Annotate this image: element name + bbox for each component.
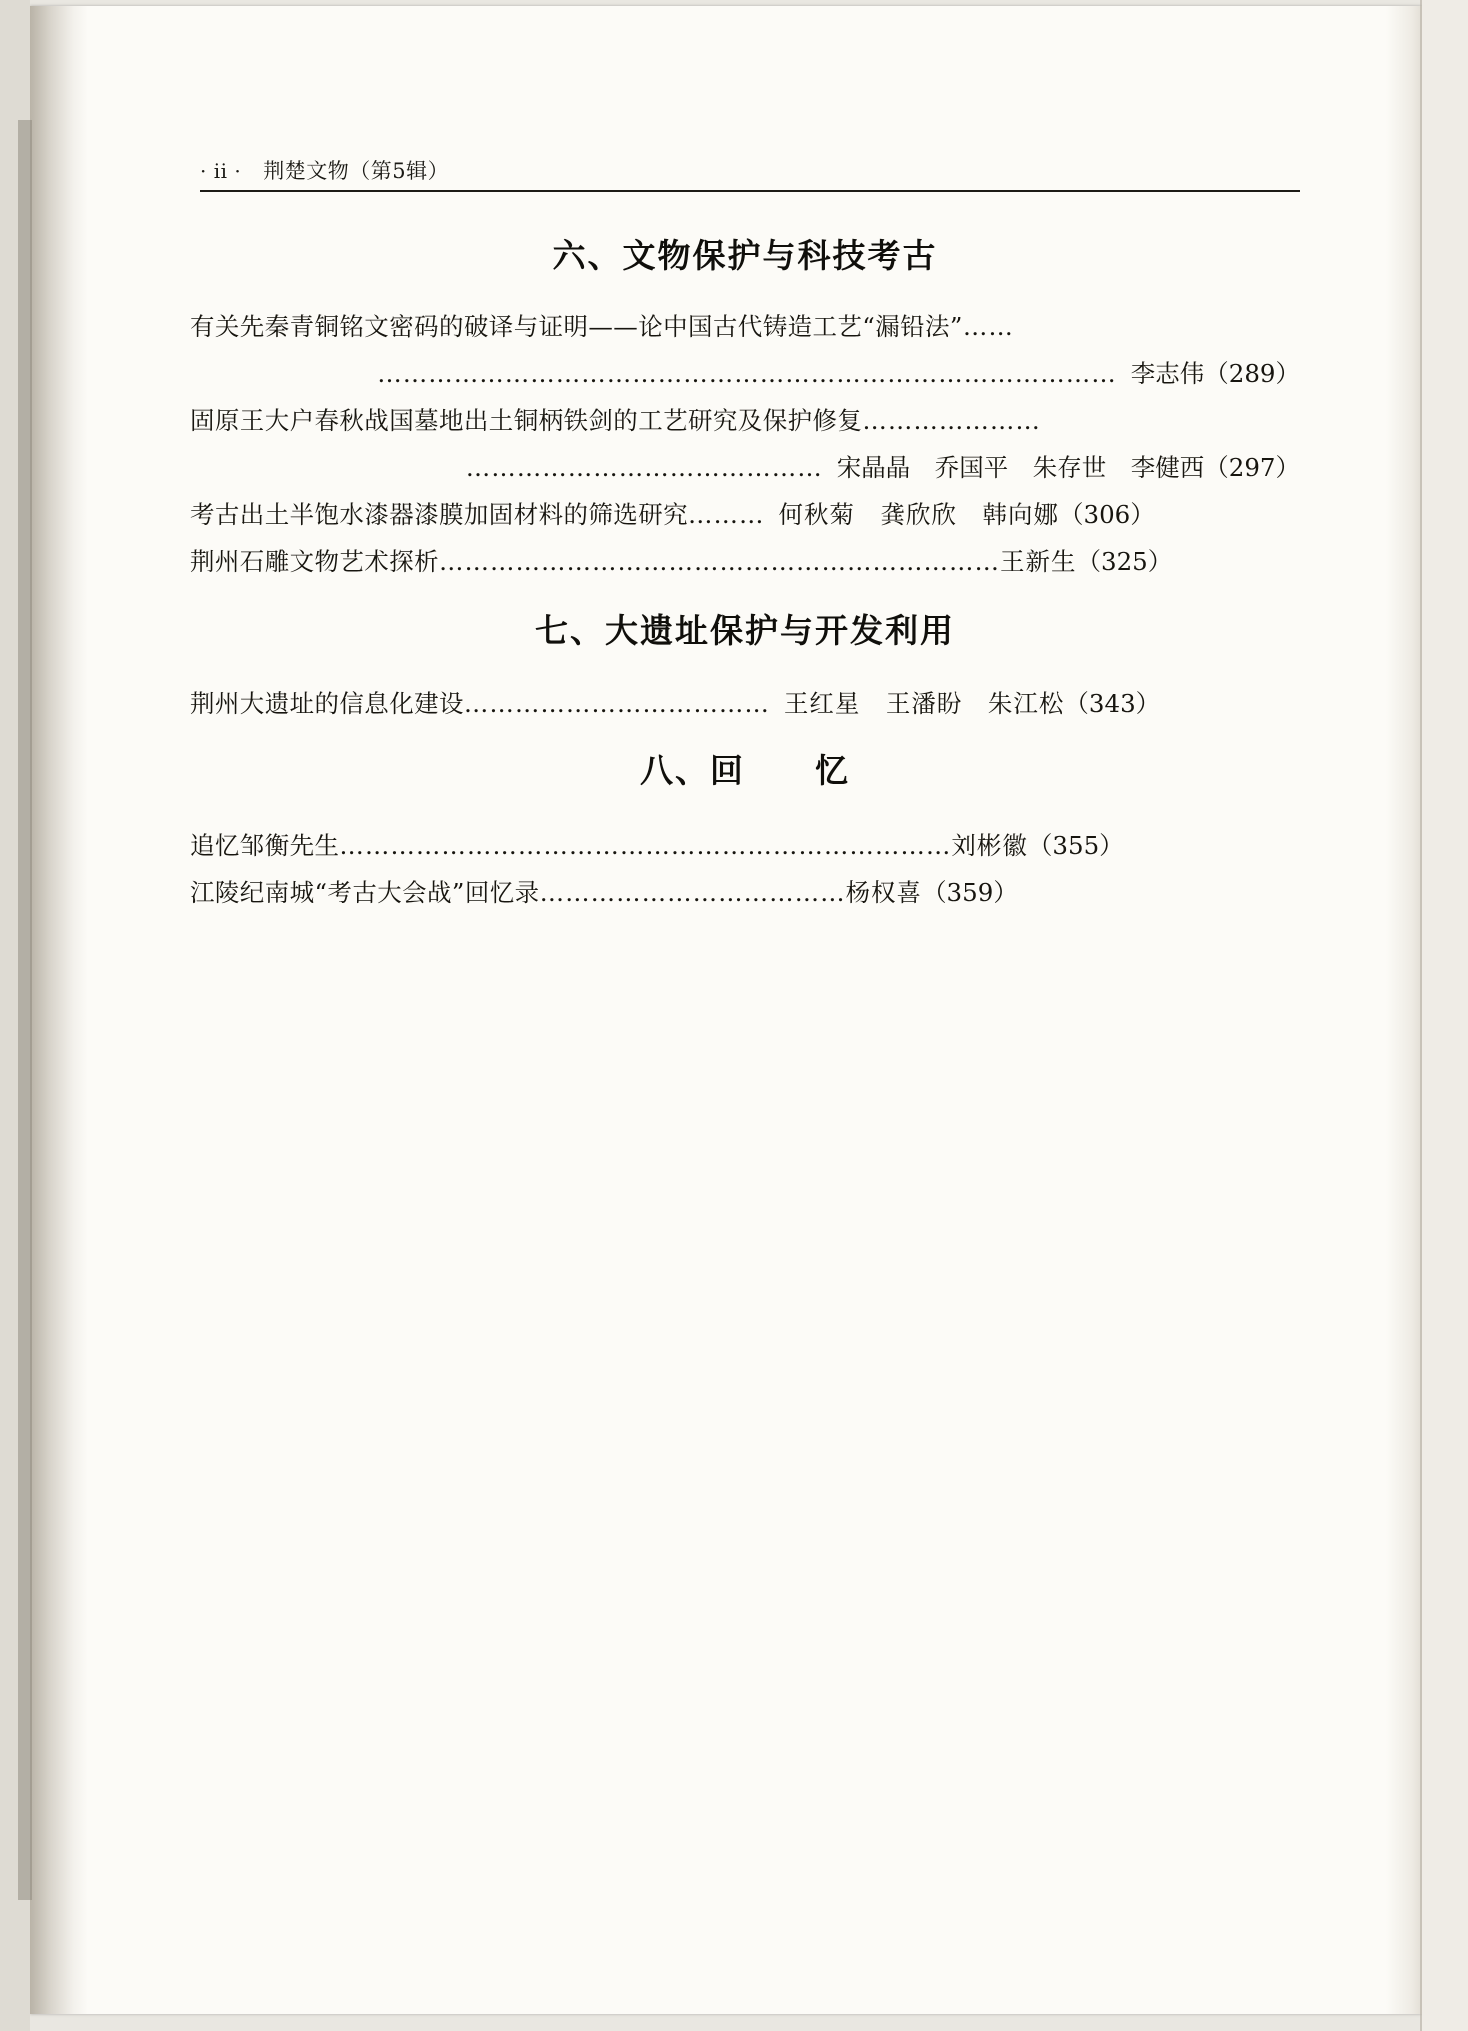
toc-leader: ……………………………… (463, 689, 770, 718)
toc-entry[interactable] (190, 680, 1300, 727)
section-heading-8: 八、回 忆 (640, 751, 850, 790)
toc-leader: ……………………………………………………………… (339, 831, 952, 860)
toc-entry-title: 江陵纪南城“考古大会战”回忆录 (190, 878, 540, 907)
toc-entry[interactable] (190, 491, 1300, 538)
toc-entry[interactable] (190, 303, 1300, 350)
toc-entry-authors: 杨权喜 (845, 878, 923, 907)
toc-entry-authors: 王红星 王潘盼 朱江松 (783, 689, 1065, 718)
section-heading-6: 六、文物保护与科技考古 (552, 236, 938, 275)
toc-entry-page: （297） (1204, 453, 1300, 482)
toc-entry-page: （355） (1027, 831, 1124, 860)
toc-entry-page: （325） (1076, 547, 1173, 576)
toc-leader: ……… (688, 500, 765, 529)
toc-entry-continuation[interactable] (190, 444, 1300, 491)
toc-entry-title: 固原王大户春秋战国墓地出土铜柄铁剑的工艺研究及保护修复 (190, 406, 863, 435)
toc-entry-page: （343） (1064, 689, 1161, 718)
toc-entry[interactable] (190, 822, 1300, 869)
toc-entry[interactable] (190, 538, 1300, 585)
toc-section-7 (190, 605, 1300, 727)
toc-leader: ………………… (862, 406, 1041, 435)
running-head (200, 155, 1300, 185)
toc-entry-authors: 王新生 (1000, 547, 1077, 576)
page-folio: · ii · (200, 159, 242, 183)
book-title: 荆楚文物（第5辑） (263, 159, 450, 183)
toc-leader: …………………………………… (465, 453, 823, 482)
toc-entry[interactable] (190, 869, 1300, 916)
toc-entry-page: （359） (922, 878, 1018, 907)
toc-entry-authors: 何秋菊 龚欣欣 韩向娜 (778, 500, 1059, 529)
toc-section-8 (190, 745, 1300, 916)
toc-entry-title: 追忆邹衡先生 (190, 831, 340, 860)
toc-entry-title: 有关先秦青铜铭文密码的破译与证明——论中国古代铸造工艺“漏铅法” (190, 312, 963, 341)
toc-leader: ………………………………………………………… (439, 547, 1000, 576)
toc-leader: …… (962, 312, 1014, 341)
toc-entry-title: 考古出土半饱水漆器漆膜加固材料的筛选研究 (190, 500, 688, 529)
toc-entry-authors: 刘彬徽 (951, 831, 1028, 860)
toc-entry-authors: 李志伟 (1130, 359, 1205, 388)
toc-section-6 (190, 230, 1300, 585)
toc-entry-continuation[interactable] (190, 350, 1300, 397)
toc-leader: ……………………………… (539, 878, 846, 907)
running-head-rule (200, 190, 1300, 192)
section-heading-7: 七、大遗址保护与开发利用 (535, 611, 955, 650)
toc-entry-page: （306） (1059, 500, 1155, 529)
toc-entry-title: 荆州石雕文物艺术探析 (190, 547, 439, 576)
toc-entry-title: 荆州大遗址的信息化建设 (190, 689, 464, 718)
toc-entry[interactable] (190, 397, 1300, 444)
toc-entry-page: （289） (1204, 359, 1300, 388)
toc-entry-authors: 宋晶晶 乔国平 朱存世 李健西 (836, 453, 1205, 482)
toc-leader: …………………………………………………………………………… (377, 359, 1117, 388)
